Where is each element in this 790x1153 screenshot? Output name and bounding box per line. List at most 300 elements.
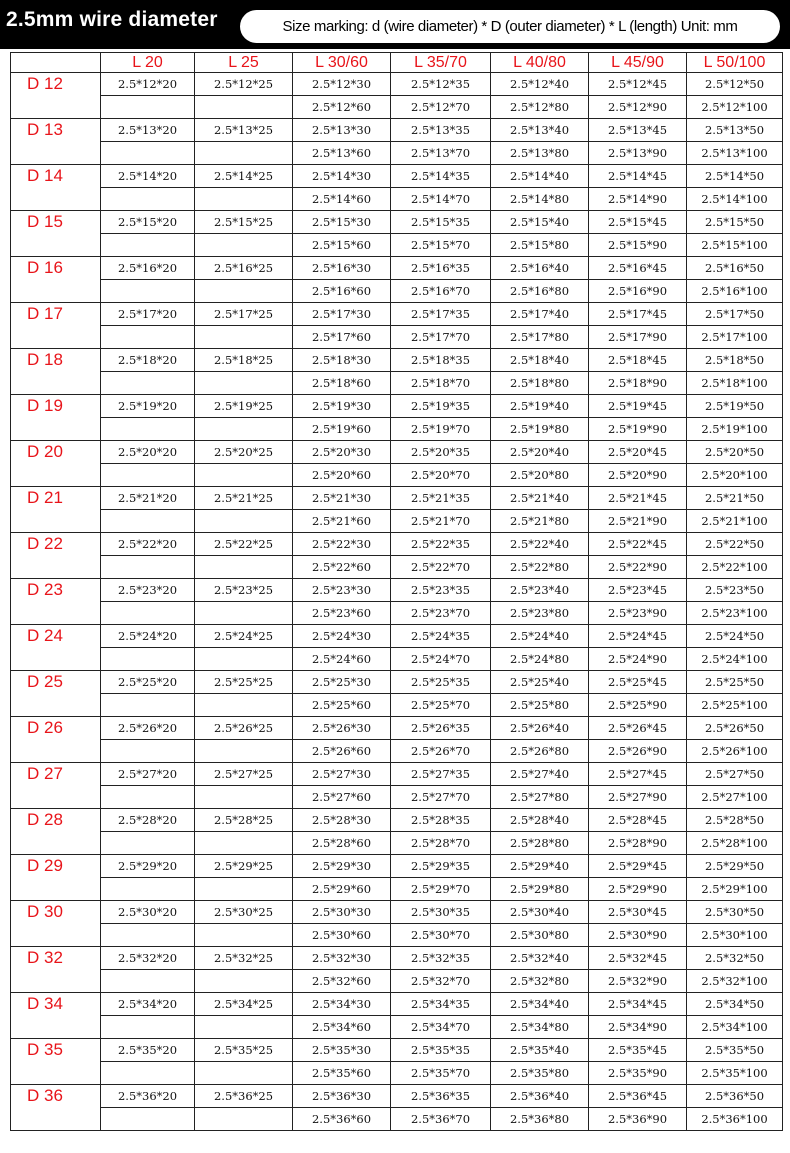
size-cell: 2.5*36*100 — [687, 1108, 783, 1131]
size-cell: 2.5*13*50 — [687, 119, 783, 142]
outer-diameter-label: D 23 — [11, 579, 101, 625]
table-row — [11, 648, 783, 671]
size-cell: 2.5*35*35 — [391, 1039, 491, 1062]
size-cell — [195, 234, 293, 257]
size-cell: 2.5*22*20 — [101, 533, 195, 556]
size-marking-badge — [240, 10, 780, 43]
outer-diameter-label: D 18 — [11, 349, 101, 395]
size-cell: 2.5*22*80 — [491, 556, 589, 579]
size-cell — [101, 832, 195, 855]
size-cell: 2.5*16*60 — [293, 280, 391, 303]
size-cell — [195, 464, 293, 487]
table-row — [11, 602, 783, 625]
size-cell: 2.5*24*90 — [589, 648, 687, 671]
size-cell: 2.5*28*50 — [687, 809, 783, 832]
size-cell: 2.5*26*80 — [491, 740, 589, 763]
size-cell: 2.5*18*100 — [687, 372, 783, 395]
size-cell: 2.5*20*30 — [293, 441, 391, 464]
size-cell: 2.5*15*70 — [391, 234, 491, 257]
size-cell: 2.5*36*50 — [687, 1085, 783, 1108]
size-cell: 2.5*28*90 — [589, 832, 687, 855]
size-cell — [101, 1108, 195, 1131]
size-cell: 2.5*36*25 — [195, 1085, 293, 1108]
outer-diameter-label: D 28 — [11, 809, 101, 855]
size-cell: 2.5*15*40 — [491, 211, 589, 234]
size-cell: 2.5*20*25 — [195, 441, 293, 464]
size-cell: 2.5*23*50 — [687, 579, 783, 602]
size-cell: 2.5*27*50 — [687, 763, 783, 786]
size-cell: 2.5*17*100 — [687, 326, 783, 349]
size-cell: 2.5*13*40 — [491, 119, 589, 142]
size-cell: 2.5*29*30 — [293, 855, 391, 878]
size-cell: 2.5*15*80 — [491, 234, 589, 257]
size-cell: 2.5*25*70 — [391, 694, 491, 717]
size-cell: 2.5*23*90 — [589, 602, 687, 625]
size-cell: 2.5*15*100 — [687, 234, 783, 257]
size-cell: 2.5*18*60 — [293, 372, 391, 395]
size-cell: 2.5*17*45 — [589, 303, 687, 326]
size-cell: 2.5*16*45 — [589, 257, 687, 280]
size-cell: 2.5*17*90 — [589, 326, 687, 349]
size-cell — [195, 280, 293, 303]
size-cell: 2.5*21*30 — [293, 487, 391, 510]
size-cell: 2.5*14*100 — [687, 188, 783, 211]
size-cell — [195, 1108, 293, 1131]
size-cell — [195, 740, 293, 763]
size-cell: 2.5*24*45 — [589, 625, 687, 648]
table-row — [11, 96, 783, 119]
size-cell: 2.5*20*60 — [293, 464, 391, 487]
size-cell — [195, 878, 293, 901]
size-cell: 2.5*34*90 — [589, 1016, 687, 1039]
page-header — [0, 0, 790, 49]
size-cell: 2.5*32*90 — [589, 970, 687, 993]
size-cell: 2.5*25*45 — [589, 671, 687, 694]
size-cell: 2.5*22*100 — [687, 556, 783, 579]
size-cell: 2.5*15*90 — [589, 234, 687, 257]
size-cell: 2.5*34*45 — [589, 993, 687, 1016]
outer-diameter-label: D 13 — [11, 119, 101, 165]
size-cell: 2.5*12*30 — [293, 73, 391, 96]
size-cell: 2.5*28*20 — [101, 809, 195, 832]
table-row — [11, 234, 783, 257]
page-title: 2.5mm wire diameter — [6, 8, 218, 31]
size-cell: 2.5*15*20 — [101, 211, 195, 234]
size-cell: 2.5*14*30 — [293, 165, 391, 188]
size-cell: 2.5*12*50 — [687, 73, 783, 96]
size-cell: 2.5*12*40 — [491, 73, 589, 96]
size-cell: 2.5*21*50 — [687, 487, 783, 510]
size-cell: 2.5*20*45 — [589, 441, 687, 464]
size-cell: 2.5*19*25 — [195, 395, 293, 418]
size-cell: 2.5*16*80 — [491, 280, 589, 303]
size-cell: 2.5*25*80 — [491, 694, 589, 717]
size-cell: 2.5*22*50 — [687, 533, 783, 556]
size-cell: 2.5*27*25 — [195, 763, 293, 786]
outer-diameter-label: D 24 — [11, 625, 101, 671]
size-cell: 2.5*14*70 — [391, 188, 491, 211]
size-cell: 2.5*34*80 — [491, 1016, 589, 1039]
size-cell: 2.5*15*60 — [293, 234, 391, 257]
table-row — [11, 142, 783, 165]
size-cell: 2.5*23*25 — [195, 579, 293, 602]
outer-diameter-label: D 27 — [11, 763, 101, 809]
size-cell: 2.5*22*35 — [391, 533, 491, 556]
size-cell: 2.5*16*40 — [491, 257, 589, 280]
size-cell: 2.5*30*90 — [589, 924, 687, 947]
size-cell: 2.5*13*100 — [687, 142, 783, 165]
table-row — [11, 349, 783, 372]
size-cell — [195, 786, 293, 809]
size-cell: 2.5*26*50 — [687, 717, 783, 740]
size-cell: 2.5*19*60 — [293, 418, 391, 441]
size-cell — [101, 188, 195, 211]
outer-diameter-label: D 32 — [11, 947, 101, 993]
size-cell — [195, 1062, 293, 1085]
size-cell: 2.5*20*35 — [391, 441, 491, 464]
table-row — [11, 993, 783, 1016]
size-cell: 2.5*20*90 — [589, 464, 687, 487]
table-row — [11, 740, 783, 763]
table-row — [11, 901, 783, 924]
size-cell: 2.5*36*60 — [293, 1108, 391, 1131]
column-header: L 30/60 — [293, 53, 391, 73]
table-row — [11, 464, 783, 487]
table-row — [11, 280, 783, 303]
size-cell: 2.5*24*40 — [491, 625, 589, 648]
size-cell: 2.5*22*70 — [391, 556, 491, 579]
size-cell: 2.5*19*50 — [687, 395, 783, 418]
size-cell — [195, 832, 293, 855]
size-cell: 2.5*18*50 — [687, 349, 783, 372]
outer-diameter-label: D 30 — [11, 901, 101, 947]
column-header: L 25 — [195, 53, 293, 73]
size-cell: 2.5*15*45 — [589, 211, 687, 234]
size-cell: 2.5*15*25 — [195, 211, 293, 234]
size-cell: 2.5*12*25 — [195, 73, 293, 96]
size-cell: 2.5*13*25 — [195, 119, 293, 142]
size-cell — [101, 602, 195, 625]
table-row — [11, 694, 783, 717]
size-cell: 2.5*12*90 — [589, 96, 687, 119]
size-cell: 2.5*32*50 — [687, 947, 783, 970]
size-cell: 2.5*30*50 — [687, 901, 783, 924]
size-cell: 2.5*36*45 — [589, 1085, 687, 1108]
size-cell — [101, 970, 195, 993]
outer-diameter-label: D 17 — [11, 303, 101, 349]
size-cell — [101, 786, 195, 809]
size-cell — [101, 556, 195, 579]
size-cell: 2.5*14*20 — [101, 165, 195, 188]
size-cell: 2.5*35*90 — [589, 1062, 687, 1085]
size-cell: 2.5*25*100 — [687, 694, 783, 717]
table-row — [11, 257, 783, 280]
table-row — [11, 832, 783, 855]
size-cell: 2.5*30*40 — [491, 901, 589, 924]
size-cell: 2.5*14*80 — [491, 188, 589, 211]
table-row — [11, 809, 783, 832]
size-cell: 2.5*30*35 — [391, 901, 491, 924]
table-row — [11, 970, 783, 993]
size-cell: 2.5*16*90 — [589, 280, 687, 303]
size-cell — [195, 96, 293, 119]
table-row — [11, 303, 783, 326]
column-header: L 20 — [101, 53, 195, 73]
size-cell: 2.5*13*20 — [101, 119, 195, 142]
size-cell: 2.5*18*35 — [391, 349, 491, 372]
size-cell: 2.5*21*80 — [491, 510, 589, 533]
table-header-row — [11, 53, 783, 73]
size-cell: 2.5*23*30 — [293, 579, 391, 602]
table-row — [11, 119, 783, 142]
size-cell: 2.5*21*60 — [293, 510, 391, 533]
size-cell: 2.5*36*90 — [589, 1108, 687, 1131]
size-cell — [101, 510, 195, 533]
size-cell: 2.5*24*80 — [491, 648, 589, 671]
size-cell: 2.5*29*60 — [293, 878, 391, 901]
size-cell: 2.5*29*70 — [391, 878, 491, 901]
size-cell: 2.5*27*20 — [101, 763, 195, 786]
size-cell: 2.5*27*70 — [391, 786, 491, 809]
size-cell: 2.5*34*40 — [491, 993, 589, 1016]
size-cell: 2.5*25*60 — [293, 694, 391, 717]
size-cell: 2.5*23*20 — [101, 579, 195, 602]
size-cell: 2.5*35*80 — [491, 1062, 589, 1085]
size-cell: 2.5*18*20 — [101, 349, 195, 372]
size-cell: 2.5*24*100 — [687, 648, 783, 671]
size-cell: 2.5*24*20 — [101, 625, 195, 648]
outer-diameter-label: D 26 — [11, 717, 101, 763]
size-cell: 2.5*12*70 — [391, 96, 491, 119]
size-cell: 2.5*28*30 — [293, 809, 391, 832]
size-cell: 2.5*35*40 — [491, 1039, 589, 1062]
table-row — [11, 1039, 783, 1062]
size-cell: 2.5*36*20 — [101, 1085, 195, 1108]
size-cell: 2.5*28*35 — [391, 809, 491, 832]
table-row — [11, 786, 783, 809]
outer-diameter-label: D 20 — [11, 441, 101, 487]
size-cell: 2.5*28*45 — [589, 809, 687, 832]
size-cell: 2.5*24*70 — [391, 648, 491, 671]
size-cell: 2.5*17*20 — [101, 303, 195, 326]
table-row — [11, 717, 783, 740]
table-row — [11, 1062, 783, 1085]
size-cell: 2.5*32*70 — [391, 970, 491, 993]
table-row — [11, 533, 783, 556]
outer-diameter-label: D 21 — [11, 487, 101, 533]
table-row — [11, 1016, 783, 1039]
size-table — [10, 52, 783, 1131]
size-cell: 2.5*36*80 — [491, 1108, 589, 1131]
size-cell — [101, 372, 195, 395]
size-cell: 2.5*21*40 — [491, 487, 589, 510]
column-header: L 50/100 — [687, 53, 783, 73]
table-row — [11, 73, 783, 96]
size-cell: 2.5*17*30 — [293, 303, 391, 326]
size-cell: 2.5*19*90 — [589, 418, 687, 441]
size-cell: 2.5*27*80 — [491, 786, 589, 809]
size-cell: 2.5*18*80 — [491, 372, 589, 395]
size-cell: 2.5*30*100 — [687, 924, 783, 947]
table-row — [11, 418, 783, 441]
size-cell: 2.5*32*35 — [391, 947, 491, 970]
size-cell: 2.5*12*20 — [101, 73, 195, 96]
table-row — [11, 1085, 783, 1108]
size-cell: 2.5*26*90 — [589, 740, 687, 763]
size-cell — [195, 372, 293, 395]
size-cell: 2.5*27*35 — [391, 763, 491, 786]
size-cell: 2.5*26*30 — [293, 717, 391, 740]
size-cell: 2.5*28*70 — [391, 832, 491, 855]
size-cell: 2.5*29*90 — [589, 878, 687, 901]
size-cell: 2.5*12*35 — [391, 73, 491, 96]
size-cell: 2.5*23*35 — [391, 579, 491, 602]
table-row — [11, 188, 783, 211]
size-cell: 2.5*30*25 — [195, 901, 293, 924]
size-cell: 2.5*35*45 — [589, 1039, 687, 1062]
size-cell: 2.5*13*90 — [589, 142, 687, 165]
size-cell: 2.5*27*90 — [589, 786, 687, 809]
size-cell: 2.5*17*25 — [195, 303, 293, 326]
size-cell — [101, 464, 195, 487]
table-row — [11, 441, 783, 464]
size-cell: 2.5*35*20 — [101, 1039, 195, 1062]
size-cell: 2.5*32*100 — [687, 970, 783, 993]
size-cell: 2.5*21*20 — [101, 487, 195, 510]
size-cell: 2.5*19*80 — [491, 418, 589, 441]
table-row — [11, 763, 783, 786]
table-row — [11, 947, 783, 970]
size-cell: 2.5*14*25 — [195, 165, 293, 188]
size-cell — [101, 740, 195, 763]
table-row — [11, 878, 783, 901]
size-cell: 2.5*25*30 — [293, 671, 391, 694]
size-cell: 2.5*20*40 — [491, 441, 589, 464]
size-cell: 2.5*22*40 — [491, 533, 589, 556]
size-cell: 2.5*28*25 — [195, 809, 293, 832]
outer-diameter-label: D 25 — [11, 671, 101, 717]
table-row — [11, 372, 783, 395]
outer-diameter-label: D 14 — [11, 165, 101, 211]
size-cell: 2.5*19*100 — [687, 418, 783, 441]
size-cell: 2.5*35*25 — [195, 1039, 293, 1062]
corner-cell — [11, 53, 101, 73]
size-cell: 2.5*18*70 — [391, 372, 491, 395]
outer-diameter-label: D 29 — [11, 855, 101, 901]
size-cell: 2.5*20*80 — [491, 464, 589, 487]
size-cell: 2.5*27*30 — [293, 763, 391, 786]
size-cell — [195, 142, 293, 165]
size-cell: 2.5*16*50 — [687, 257, 783, 280]
table-body — [11, 73, 783, 1131]
size-cell: 2.5*12*80 — [491, 96, 589, 119]
size-cell — [195, 924, 293, 947]
size-cell: 2.5*29*50 — [687, 855, 783, 878]
size-cell — [195, 694, 293, 717]
size-cell: 2.5*18*45 — [589, 349, 687, 372]
size-cell: 2.5*29*45 — [589, 855, 687, 878]
size-cell: 2.5*17*50 — [687, 303, 783, 326]
size-cell: 2.5*17*35 — [391, 303, 491, 326]
size-cell: 2.5*29*40 — [491, 855, 589, 878]
size-cell: 2.5*16*35 — [391, 257, 491, 280]
size-cell: 2.5*17*40 — [491, 303, 589, 326]
size-cell: 2.5*13*80 — [491, 142, 589, 165]
table-row — [11, 556, 783, 579]
size-cell: 2.5*30*60 — [293, 924, 391, 947]
size-cell: 2.5*34*60 — [293, 1016, 391, 1039]
size-cell — [195, 648, 293, 671]
size-cell: 2.5*29*25 — [195, 855, 293, 878]
size-cell — [195, 326, 293, 349]
size-cell: 2.5*30*30 — [293, 901, 391, 924]
size-cell: 2.5*15*50 — [687, 211, 783, 234]
table-row — [11, 924, 783, 947]
size-cell — [101, 924, 195, 947]
size-cell: 2.5*26*25 — [195, 717, 293, 740]
size-cell: 2.5*19*40 — [491, 395, 589, 418]
size-cell: 2.5*25*20 — [101, 671, 195, 694]
size-cell: 2.5*30*70 — [391, 924, 491, 947]
size-cell: 2.5*18*90 — [589, 372, 687, 395]
size-cell: 2.5*23*80 — [491, 602, 589, 625]
size-cell: 2.5*14*35 — [391, 165, 491, 188]
size-cell: 2.5*23*60 — [293, 602, 391, 625]
size-cell — [101, 96, 195, 119]
size-cell: 2.5*13*35 — [391, 119, 491, 142]
size-cell: 2.5*32*60 — [293, 970, 391, 993]
size-cell: 2.5*35*60 — [293, 1062, 391, 1085]
size-cell: 2.5*26*40 — [491, 717, 589, 740]
table-row — [11, 579, 783, 602]
table-row — [11, 510, 783, 533]
size-cell: 2.5*28*40 — [491, 809, 589, 832]
size-cell: 2.5*12*45 — [589, 73, 687, 96]
size-cell: 2.5*26*60 — [293, 740, 391, 763]
size-cell — [101, 234, 195, 257]
size-cell: 2.5*30*80 — [491, 924, 589, 947]
size-cell: 2.5*32*40 — [491, 947, 589, 970]
table-row — [11, 671, 783, 694]
size-cell: 2.5*32*25 — [195, 947, 293, 970]
size-cell: 2.5*17*70 — [391, 326, 491, 349]
size-cell: 2.5*24*30 — [293, 625, 391, 648]
table-row — [11, 211, 783, 234]
size-cell: 2.5*12*100 — [687, 96, 783, 119]
size-cell — [101, 878, 195, 901]
size-cell: 2.5*28*100 — [687, 832, 783, 855]
size-cell: 2.5*30*20 — [101, 901, 195, 924]
size-cell: 2.5*16*70 — [391, 280, 491, 303]
table-row — [11, 395, 783, 418]
size-cell: 2.5*21*90 — [589, 510, 687, 533]
size-cell — [195, 1016, 293, 1039]
size-cell: 2.5*29*100 — [687, 878, 783, 901]
size-cell: 2.5*22*60 — [293, 556, 391, 579]
size-cell: 2.5*25*35 — [391, 671, 491, 694]
column-header: L 40/80 — [491, 53, 589, 73]
size-cell: 2.5*25*25 — [195, 671, 293, 694]
table-row — [11, 625, 783, 648]
size-cell: 2.5*36*35 — [391, 1085, 491, 1108]
size-cell: 2.5*21*35 — [391, 487, 491, 510]
outer-diameter-label: D 36 — [11, 1085, 101, 1131]
size-cell — [101, 694, 195, 717]
outer-diameter-label: D 19 — [11, 395, 101, 441]
size-cell: 2.5*36*30 — [293, 1085, 391, 1108]
size-cell: 2.5*23*40 — [491, 579, 589, 602]
outer-diameter-label: D 22 — [11, 533, 101, 579]
